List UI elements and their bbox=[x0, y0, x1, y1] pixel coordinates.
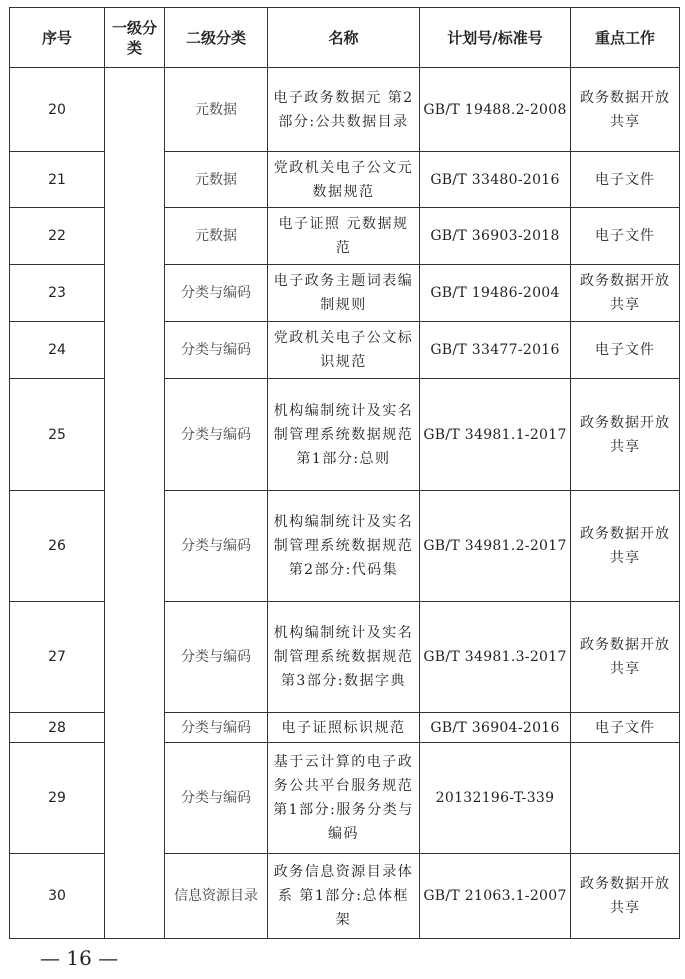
work-cell: 电子文件 bbox=[571, 322, 680, 379]
code-cell: 20132196-T-339 bbox=[420, 743, 571, 854]
seq-cell: 22 bbox=[10, 208, 105, 265]
name-cell: 基于云计算的电子政务公共平台服务规范 第1部分:服务分类与编码 bbox=[268, 743, 420, 854]
code-cell: GB/T 33480-2016 bbox=[420, 152, 571, 208]
header-level2: 二级分类 bbox=[165, 8, 268, 68]
seq-cell: 30 bbox=[10, 854, 105, 939]
seq-cell: 27 bbox=[10, 602, 105, 713]
level2-cell: 分类与编码 bbox=[165, 743, 268, 854]
level2-cell: 信息资源目录 bbox=[165, 854, 268, 939]
seq-cell: 20 bbox=[10, 68, 105, 152]
table-header-row bbox=[10, 8, 680, 68]
level2-cell: 元数据 bbox=[165, 68, 268, 152]
name-cell: 机构编制统计及实名制管理系统数据规范 第2部分:代码集 bbox=[268, 491, 420, 602]
name-cell: 电子证照 元数据规范 bbox=[268, 208, 420, 265]
level2-cell: 分类与编码 bbox=[165, 265, 268, 322]
code-cell: GB/T 19486-2004 bbox=[420, 265, 571, 322]
level1-cell bbox=[105, 68, 165, 939]
seq-cell: 29 bbox=[10, 743, 105, 854]
level2-cell: 分类与编码 bbox=[165, 713, 268, 743]
work-cell: 政务数据开放共享 bbox=[571, 854, 680, 939]
header-code: 计划号/标准号 bbox=[420, 8, 571, 68]
name-cell: 电子政务数据元 第2部分:公共数据目录 bbox=[268, 68, 420, 152]
work-cell: 政务数据开放共享 bbox=[571, 68, 680, 152]
seq-cell: 23 bbox=[10, 265, 105, 322]
work-cell: 电子文件 bbox=[571, 208, 680, 265]
work-cell: 政务数据开放共享 bbox=[571, 491, 680, 602]
code-cell: GB/T 34981.2-2017 bbox=[420, 491, 571, 602]
standards-table bbox=[9, 7, 680, 939]
level2-cell: 分类与编码 bbox=[165, 379, 268, 491]
name-cell: 机构编制统计及实名制管理系统数据规范 第1部分:总则 bbox=[268, 379, 420, 491]
name-cell: 电子政务主题词表编制规则 bbox=[268, 265, 420, 322]
page-number: — 16 — bbox=[40, 946, 119, 970]
name-cell: 机构编制统计及实名制管理系统数据规范 第3部分:数据字典 bbox=[268, 602, 420, 713]
code-cell: GB/T 36904-2016 bbox=[420, 713, 571, 743]
name-cell: 党政机关电子公文标识规范 bbox=[268, 322, 420, 379]
code-cell: GB/T 34981.3-2017 bbox=[420, 602, 571, 713]
seq-cell: 25 bbox=[10, 379, 105, 491]
code-cell: GB/T 36903-2018 bbox=[420, 208, 571, 265]
name-cell: 党政机关电子公文元数据规范 bbox=[268, 152, 420, 208]
code-cell: GB/T 21063.1-2007 bbox=[420, 854, 571, 939]
work-cell: 电子文件 bbox=[571, 713, 680, 743]
name-cell: 政务信息资源目录体系 第1部分:总体框架 bbox=[268, 854, 420, 939]
seq-cell: 26 bbox=[10, 491, 105, 602]
level2-cell: 元数据 bbox=[165, 208, 268, 265]
name-cell: 电子证照标识规范 bbox=[268, 713, 420, 743]
header-name: 名称 bbox=[268, 8, 420, 68]
table-row bbox=[10, 68, 680, 152]
work-cell: 政务数据开放共享 bbox=[571, 379, 680, 491]
seq-cell: 21 bbox=[10, 152, 105, 208]
header-seq: 序号 bbox=[10, 8, 105, 68]
level2-cell: 分类与编码 bbox=[165, 322, 268, 379]
level2-cell: 元数据 bbox=[165, 152, 268, 208]
level2-cell: 分类与编码 bbox=[165, 491, 268, 602]
level2-cell: 分类与编码 bbox=[165, 602, 268, 713]
seq-cell: 28 bbox=[10, 713, 105, 743]
work-cell: 政务数据开放共享 bbox=[571, 602, 680, 713]
seq-cell: 24 bbox=[10, 322, 105, 379]
code-cell: GB/T 34981.1-2017 bbox=[420, 379, 571, 491]
header-level1: 一级分类 bbox=[105, 8, 165, 68]
work-cell: 电子文件 bbox=[571, 152, 680, 208]
work-cell bbox=[571, 743, 680, 854]
work-cell: 政务数据开放共享 bbox=[571, 265, 680, 322]
header-work: 重点工作 bbox=[571, 8, 680, 68]
code-cell: GB/T 19488.2-2008 bbox=[420, 68, 571, 152]
code-cell: GB/T 33477-2016 bbox=[420, 322, 571, 379]
